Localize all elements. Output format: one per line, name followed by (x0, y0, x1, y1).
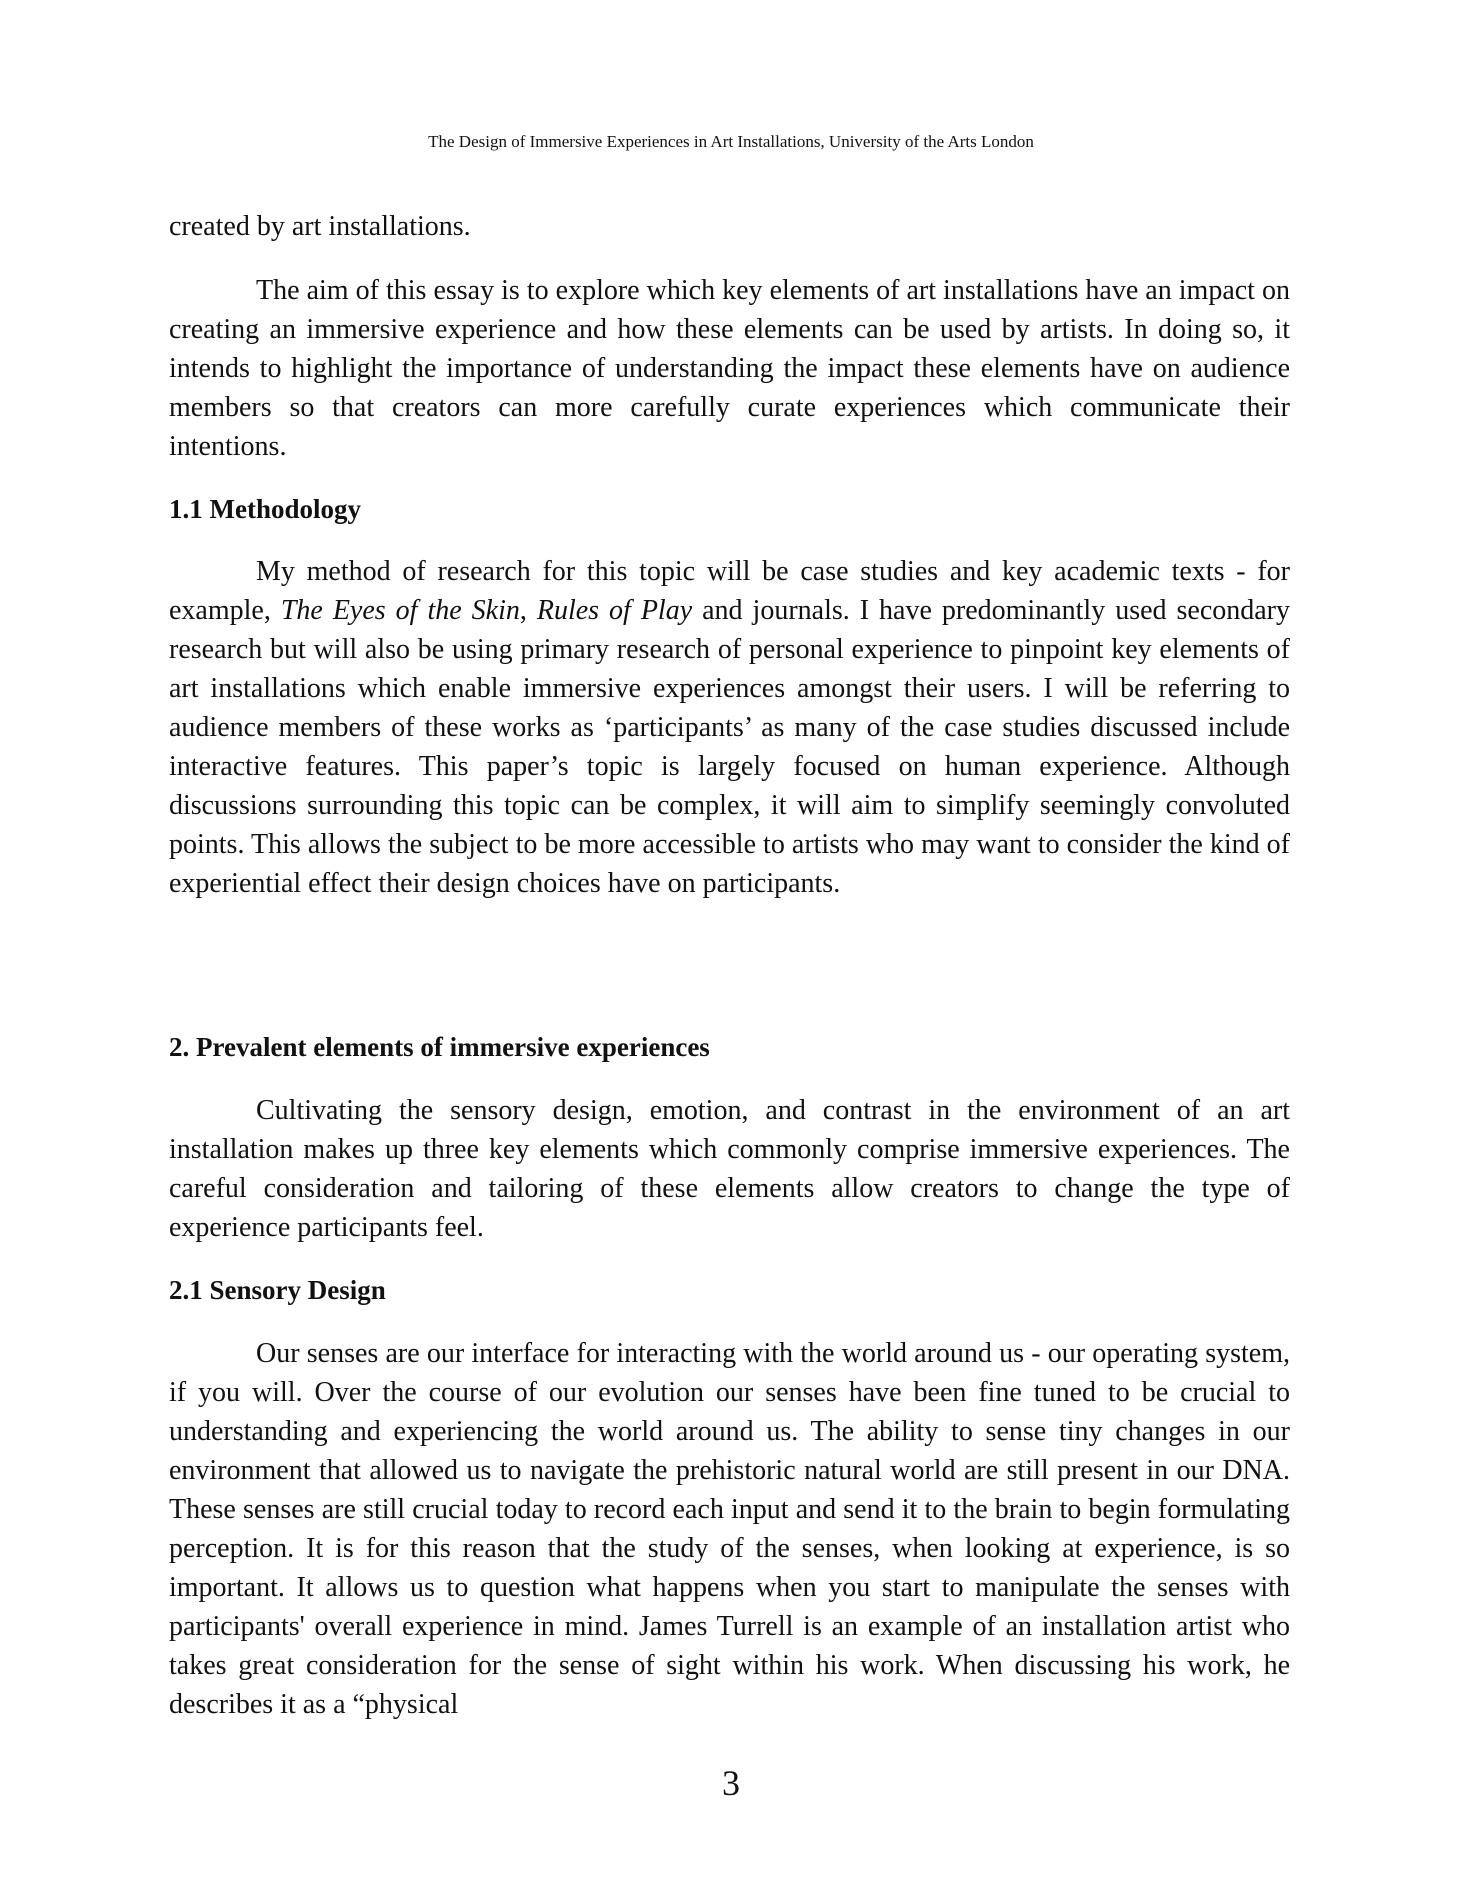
text: , (519, 595, 537, 626)
text: and journals. I have predominantly used secondary research but will also be using primary research of personal experience to pinpoint key elements of art installations which enable immersive experiences amongst their users. I will be referring to audience members of these works as ‘participants’ as many of the case studies discussed include interactive features. This paper’s topic is largely focused on human experience. Although discussions surrounding this topic can be complex, it will aim to simplify seemingly convoluted points. This allows the subject to be more accessible to artists who may want to consider the kind of experiential effect their design choices have on participants. (169, 595, 1291, 899)
sensory-design-paragraph: Our senses are our interface for interacting with the world around us - our operating system, if you will. Over the course of our evolution our senses have been fine tuned to be crucial to understanding and experiencing the world around us. The ability to sense tiny changes in our environment that allowed us to navigate the prehistoric natural world are still present in our DNA. These senses are still crucial today to record each input and send it to the brain to begin formulating perception. It is for this reason that the study of the senses, when looking at experience, is so important. It allows us to question what happens when you start to manipulate the senses with participants' overall experience in mind. James Turrell is an example of an installation artist who takes great consideration for the sense of sight within his work. When discussing his work, he describes it as a “physical (169, 1338, 1290, 1720)
methodology-paragraph (169, 552, 1290, 903)
page-number: 3 (722, 1763, 740, 1803)
prevalent-elements-paragraph: Cultivating the sensory design, emotion, and contrast in the environment of an art installation makes up three key elements which commonly comprise immersive experiences. The careful consideration and tailoring of these elements allow creators to change the type of experience participants feel. (169, 1095, 1290, 1243)
book-title: Rules of Play (536, 595, 693, 626)
section-heading-sensory-design: 2.1 Sensory Design (169, 1275, 386, 1305)
section-heading-prevalent-elements: 2. Prevalent elements of immersive experiences (169, 1032, 710, 1062)
running-header: The Design of Immersive Experiences in Art Installations, University of the Arts London (428, 132, 1034, 151)
continuation-text: created by art installations. (169, 211, 471, 242)
intro-paragraph: The aim of this essay is to explore which key elements of art installations have an impact on creating an immersive experience and how these elements can be used by artists. In doing so, it intends to highlight the importance of understanding the impact these elements have on audience members so that creators can more carefully curate experiences which communicate their intentions. (169, 275, 1290, 462)
book-title: The Eyes of the Skin (280, 595, 520, 626)
section-heading-methodology: 1.1 Methodology (169, 494, 361, 524)
text: My method of research for this topic will be case studies and key academic texts - for example, (169, 556, 1290, 626)
